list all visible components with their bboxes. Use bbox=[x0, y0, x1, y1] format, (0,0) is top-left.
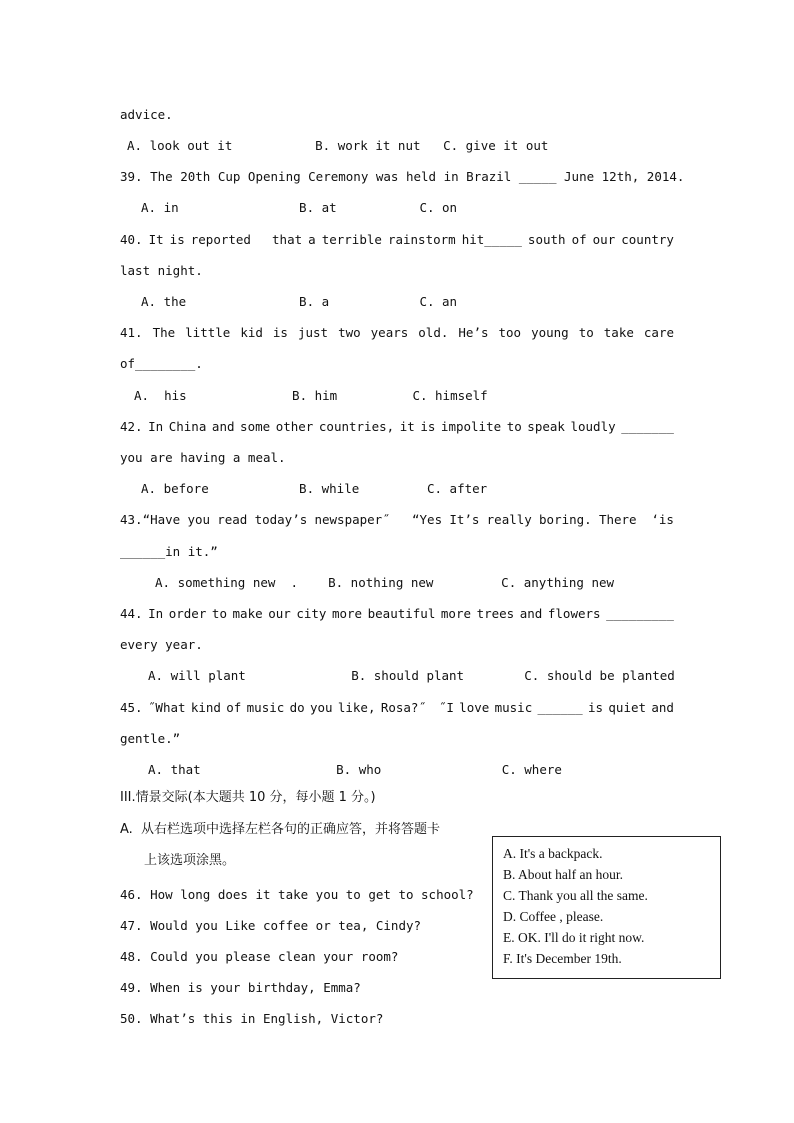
stem-word: young bbox=[531, 325, 569, 340]
stem-word: take bbox=[603, 325, 634, 340]
stem-word: of bbox=[571, 232, 587, 247]
q42-stem bbox=[120, 419, 674, 435]
stem-word: country bbox=[621, 232, 674, 247]
stem-word: is bbox=[420, 419, 436, 434]
stem-word: China bbox=[168, 419, 207, 434]
q42-continuation: you are having a meal. bbox=[120, 450, 286, 465]
stem-word: hit_____ bbox=[461, 232, 522, 247]
stem-word: is bbox=[588, 700, 604, 715]
q45-options: A. that B. who C. where bbox=[148, 762, 562, 777]
stem-word: trees bbox=[476, 606, 515, 621]
stem-word: It’s bbox=[449, 512, 480, 527]
q44-continuation: every year. bbox=[120, 637, 203, 652]
answer-option-e: E. OK. I'll do it right now. bbox=[503, 930, 645, 945]
q42-options: A. before B. while C. after bbox=[141, 481, 488, 496]
q43-options: A. something new . B. nothing new C. anything new bbox=[155, 575, 615, 590]
stem-word: a bbox=[308, 232, 316, 247]
q43-stem bbox=[120, 512, 674, 528]
q40-stem bbox=[120, 232, 674, 248]
stem-word: more bbox=[331, 606, 363, 621]
stem-word: you bbox=[187, 512, 211, 527]
stem-word: 44. bbox=[120, 606, 143, 621]
stem-word: 42. bbox=[120, 419, 143, 434]
stem-word: other bbox=[275, 419, 314, 434]
stem-word: and bbox=[211, 419, 235, 434]
stem-word: It bbox=[148, 232, 164, 247]
stem-word: speak bbox=[527, 419, 565, 434]
stem-word: is bbox=[169, 232, 185, 247]
stem-word: years bbox=[370, 325, 409, 340]
section-title: III.情景交际(本大题共 10 分，每小题 1 分。) bbox=[120, 790, 376, 805]
stem-word: In bbox=[148, 419, 164, 434]
stem-word: more bbox=[440, 606, 472, 621]
stem-word: flowers bbox=[547, 606, 601, 621]
q40-options: A. the B. a C. an bbox=[141, 294, 458, 309]
question-48: 48. Could you please clean your room? bbox=[120, 949, 399, 964]
stem-word: boring. bbox=[539, 512, 592, 527]
stem-word: newspaper˝ bbox=[314, 512, 390, 527]
stem-word: ˝I bbox=[431, 700, 454, 715]
q41-continuation: of________. bbox=[120, 356, 203, 371]
stem-word: quiet bbox=[608, 700, 647, 715]
part-a-instruction-line2: 上该选项涂黑。 bbox=[144, 853, 236, 868]
stem-word: to bbox=[211, 606, 227, 621]
stem-word: kind bbox=[190, 700, 221, 715]
answer-options-box bbox=[492, 836, 721, 979]
stem-word: terrible bbox=[321, 232, 382, 247]
stem-word: 40. bbox=[120, 232, 143, 247]
stem-word: of bbox=[226, 700, 242, 715]
stem-word: our bbox=[592, 232, 616, 247]
stem-word: to bbox=[506, 419, 522, 434]
stem-word: old. bbox=[418, 325, 449, 340]
question-50: 50. What’s this in English, Victor? bbox=[120, 1011, 384, 1026]
stem-word: ______ bbox=[537, 700, 583, 715]
stem-word: really bbox=[486, 512, 532, 527]
q43-continuation: ______in it.” bbox=[120, 544, 218, 559]
stem-word: impolite bbox=[440, 419, 502, 434]
answer-option-f: F. It's December 19th. bbox=[503, 951, 622, 966]
stem-word: beautiful bbox=[367, 606, 436, 621]
q40-continuation: last night. bbox=[120, 263, 203, 278]
stem-word: music bbox=[494, 700, 533, 715]
stem-word: like, bbox=[337, 700, 376, 715]
stem-word: countries, bbox=[318, 419, 395, 434]
stem-word: 43.“Have bbox=[120, 512, 181, 527]
stem-word: is bbox=[272, 325, 288, 340]
stem-word: ‘is bbox=[643, 512, 674, 527]
stem-word: He’s bbox=[458, 325, 489, 340]
stem-word: Rosa?˝ bbox=[380, 700, 426, 715]
stem-word: city bbox=[296, 606, 327, 621]
q45-continuation: gentle.” bbox=[120, 731, 181, 746]
q44-options: A. will plant B. should plant C. should be planted bbox=[148, 668, 675, 683]
stem-word: ˝What bbox=[147, 700, 186, 715]
answer-option-d: D. Coffee , please. bbox=[503, 909, 604, 924]
stem-word: “Yes bbox=[396, 512, 443, 527]
stem-word: There bbox=[598, 512, 637, 527]
question-49: 49. When is your birthday, Emma? bbox=[120, 980, 361, 995]
answer-option-c: C. Thank you all the same. bbox=[503, 888, 648, 903]
stem-word: it bbox=[399, 419, 415, 434]
part-a-instruction-line1: A. 从右栏选项中选择左栏各句的正确应答，并将答题卡 bbox=[120, 822, 441, 837]
stem-word: The bbox=[152, 325, 176, 340]
stem-word: some bbox=[240, 419, 271, 434]
stem-word: rainstorm bbox=[387, 232, 456, 247]
stem-word: make bbox=[232, 606, 263, 621]
q41-options: A. his B. him C. himself bbox=[134, 388, 488, 403]
stem-word: love bbox=[459, 700, 490, 715]
stem-word: _________ bbox=[606, 606, 674, 621]
stem-word: today’s bbox=[254, 512, 308, 527]
stem-word: 41. bbox=[120, 325, 143, 340]
stem-word: and bbox=[651, 700, 674, 715]
question-47: 47. Would you Like coffee or tea, Cindy? bbox=[120, 918, 422, 933]
q39-stem: 39. The 20th Cup Opening Ceremony was held in Brazil _____ June 12th, 2014. bbox=[120, 169, 685, 184]
stem-word: reported bbox=[190, 232, 251, 247]
q38-options: A. look out it B. work it nut C. give it out bbox=[127, 138, 549, 153]
stem-word: read bbox=[217, 512, 248, 527]
stem-word: music bbox=[246, 700, 285, 715]
stem-word: loudly bbox=[570, 419, 616, 434]
q38-continuation: advice. bbox=[120, 107, 173, 122]
stem-word: just bbox=[297, 325, 329, 340]
stem-word: too bbox=[498, 325, 522, 340]
stem-word: In bbox=[148, 606, 164, 621]
stem-word: two bbox=[338, 325, 361, 340]
stem-word: _______ bbox=[621, 419, 674, 434]
q41-stem bbox=[120, 325, 674, 341]
stem-word: south bbox=[527, 232, 566, 247]
stem-word: 45. bbox=[120, 700, 143, 715]
q44-stem bbox=[120, 606, 674, 622]
q45-stem bbox=[120, 700, 674, 716]
stem-word: do bbox=[289, 700, 305, 715]
q39-options: A. in B. at C. on bbox=[141, 200, 458, 215]
stem-word: kid bbox=[240, 325, 263, 340]
answer-option-b: B. About half an hour. bbox=[503, 867, 623, 882]
stem-word: and bbox=[519, 606, 543, 621]
stem-word: little bbox=[185, 325, 231, 340]
stem-word: care bbox=[643, 325, 674, 340]
stem-word: to bbox=[578, 325, 594, 340]
answer-option-a: A. It's a backpack. bbox=[503, 846, 603, 861]
stem-word: that bbox=[256, 232, 303, 247]
stem-word: our bbox=[268, 606, 291, 621]
stem-word: order bbox=[168, 606, 207, 621]
stem-word: you bbox=[309, 700, 333, 715]
question-46: 46. How long does it take you to get to school? bbox=[120, 887, 474, 902]
